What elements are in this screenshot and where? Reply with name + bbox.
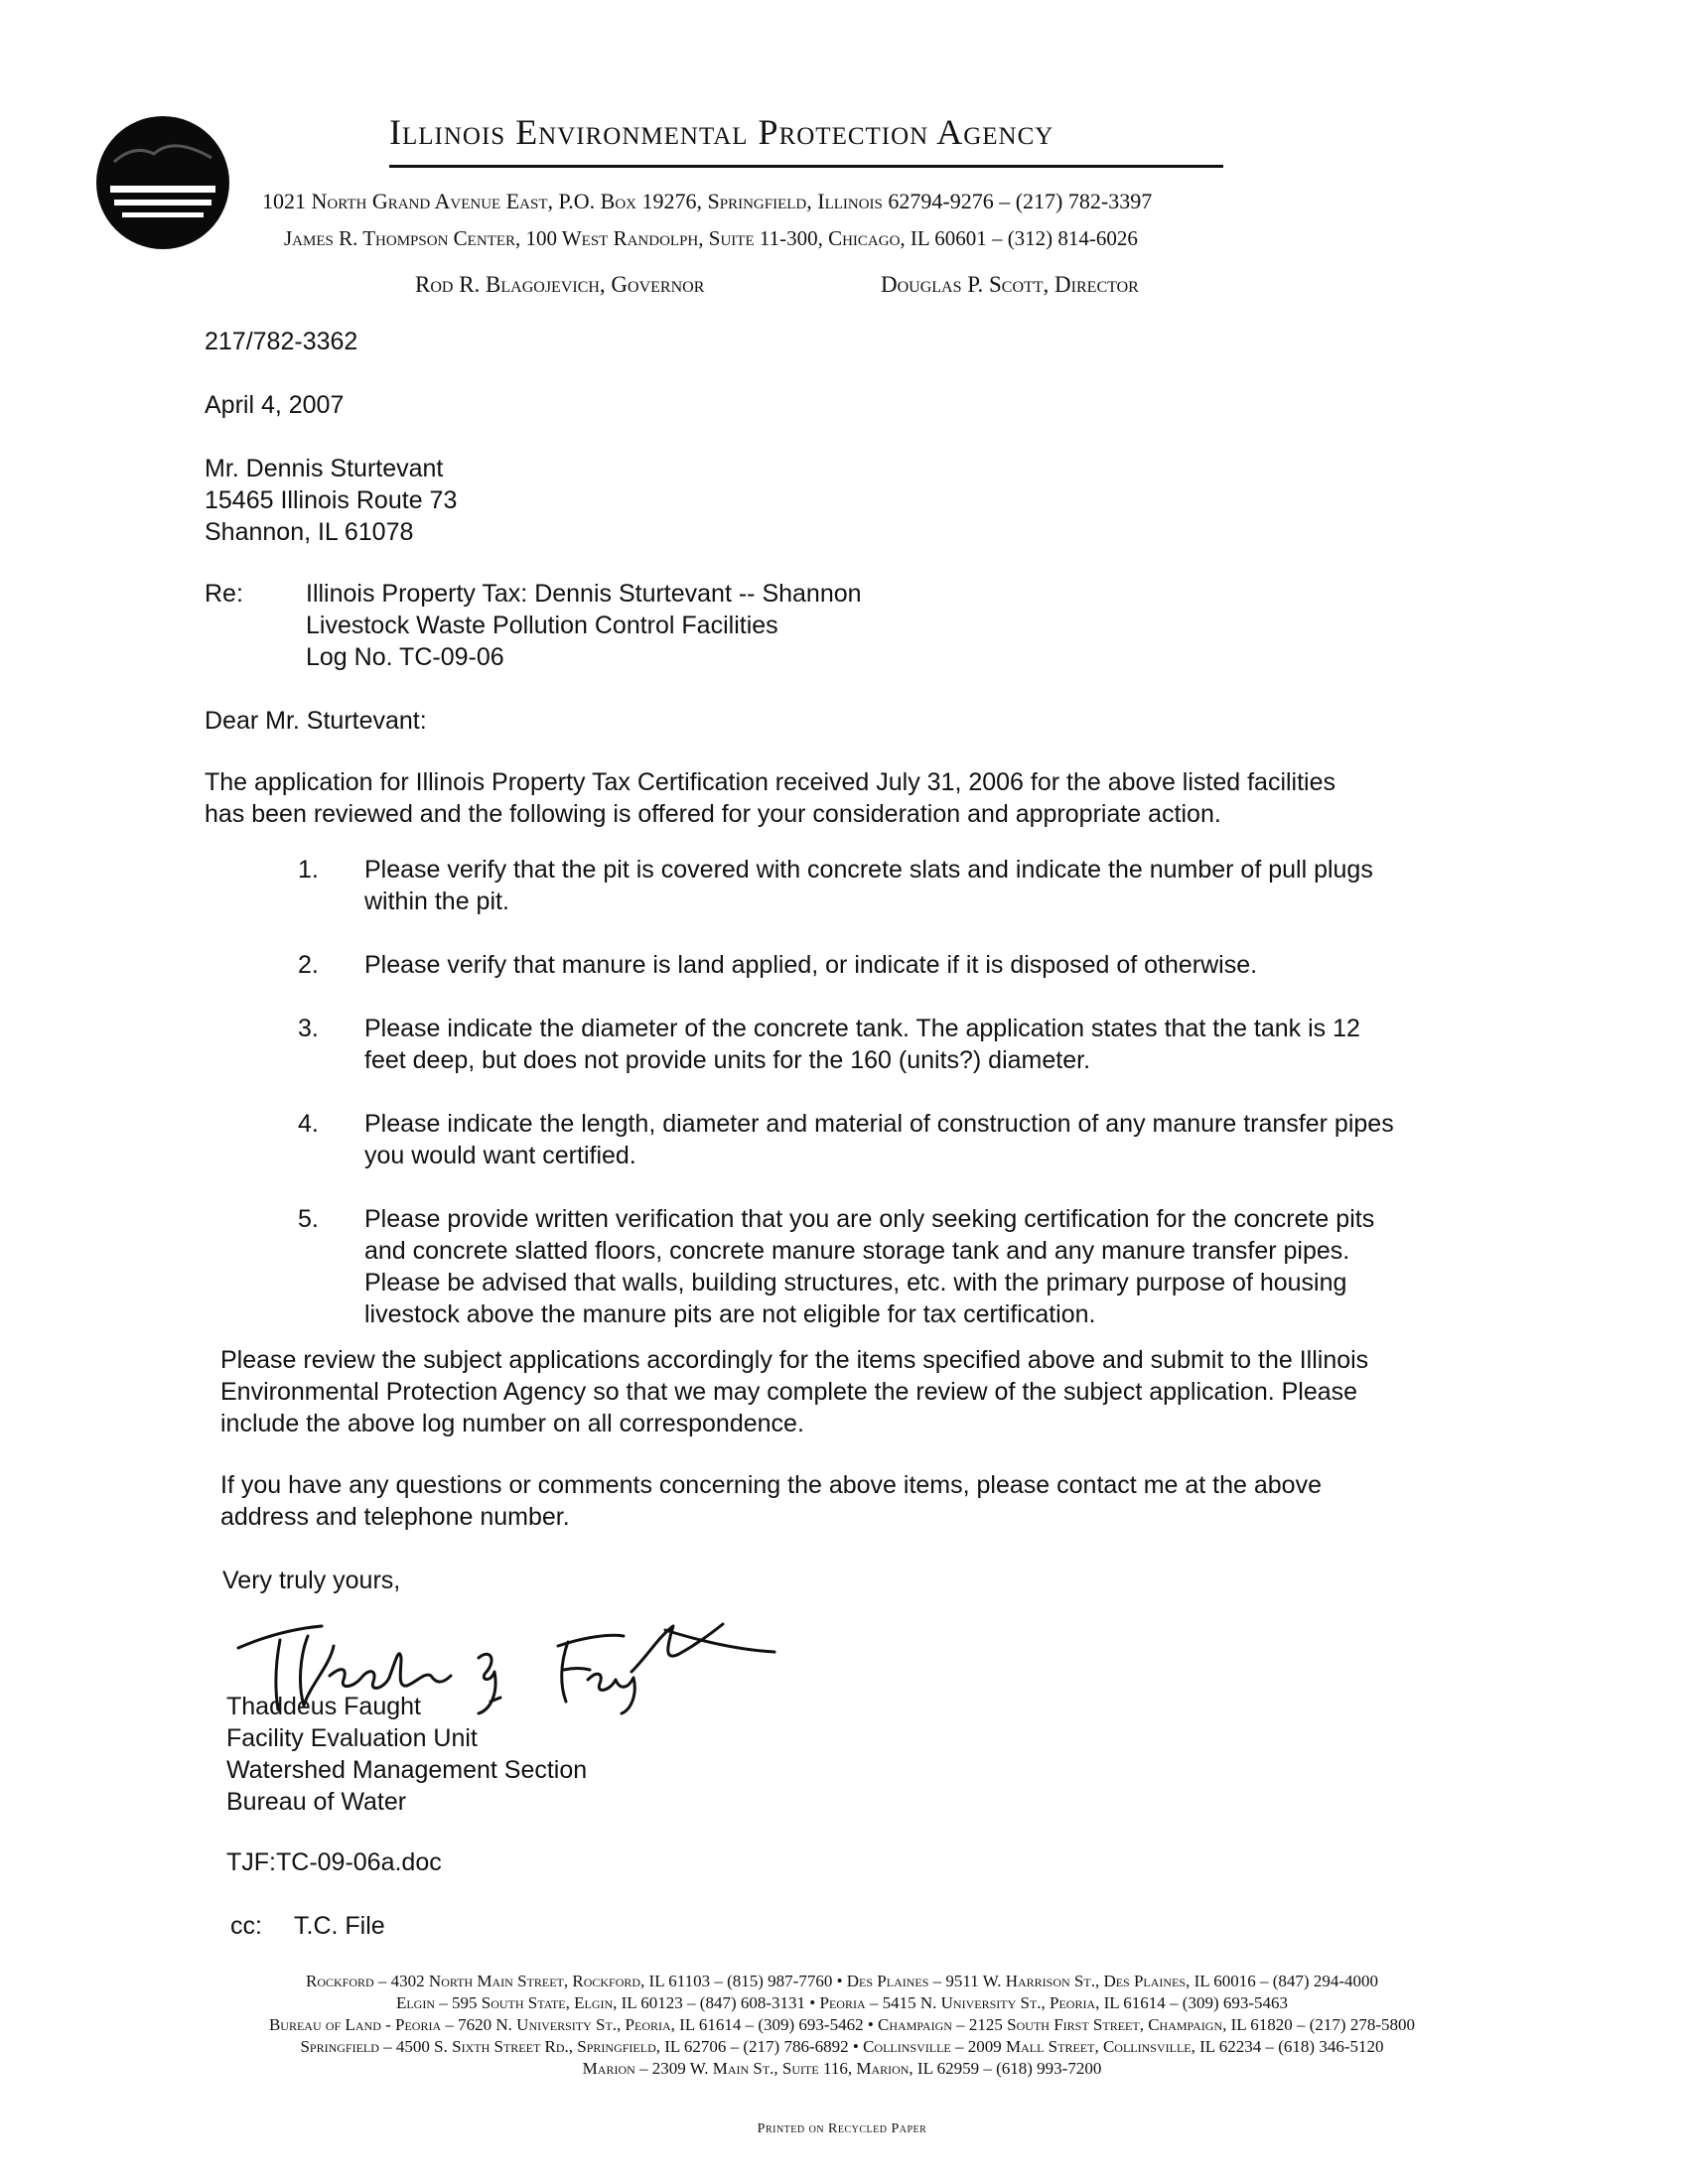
letter-date: April 4, 2007 xyxy=(205,391,345,419)
chicago-address: James R. Thompson Center, 100 West Randolph, Suite 11-300, Chicago, IL 60601 – (312) 814-6026 xyxy=(284,226,1138,250)
item-number: 3. xyxy=(298,1015,319,1042)
closing: Very truly yours, xyxy=(222,1567,401,1594)
recipient-address xyxy=(205,453,457,548)
paragraph-line: Environmental Protection Agency so that we may complete the review of the subject application. Please xyxy=(220,1378,1358,1406)
letterhead-rule xyxy=(389,165,1223,168)
director-name: Douglas P. Scott, Director xyxy=(881,272,1139,297)
list-item xyxy=(298,1203,1549,1330)
item-number: 4. xyxy=(298,1110,319,1138)
paragraph-line: The application for Illinois Property Tax Certification received July 31, 2006 for the above listed facilities xyxy=(205,768,1336,796)
signer-section: Watershed Management Section xyxy=(226,1756,588,1784)
re-label: Re: xyxy=(205,580,243,608)
cc-value: T.C. File xyxy=(294,1912,385,1940)
item-line: Please verify that manure is land applied, or indicate if it is disposed of otherwise. xyxy=(364,951,1258,979)
salutation: Dear Mr. Sturtevant: xyxy=(205,707,427,735)
re-line: Livestock Waste Pollution Control Facilities xyxy=(306,612,778,639)
request-list xyxy=(298,854,1549,1362)
governor-name: Rod R. Blagojevich, Governor xyxy=(415,272,705,297)
paragraph-line: Please review the subject applications accordingly for the items specified above and submit to the Illinois xyxy=(220,1346,1369,1374)
item-text xyxy=(364,1013,1549,1076)
item-line: Please be advised that walls, building structures, etc. with the primary purpose of housing xyxy=(364,1269,1347,1297)
item-line: livestock above the manure pits are not eligible for tax certification. xyxy=(364,1300,1096,1328)
item-text xyxy=(364,1108,1549,1171)
recipient-city: Shannon, IL 61078 xyxy=(205,518,414,546)
re-line: Illinois Property Tax: Dennis Sturtevant -- Shannon xyxy=(306,580,862,608)
footer-line: Rockford – 4302 North Main Street, Rockford, IL 61103 – (815) 987-7760 • Des Plaines – 9511 W. Harrison St., Des Plaines, IL 60016 – (847) 294-4000 xyxy=(305,1972,1378,1990)
paragraph-line: address and telephone number. xyxy=(220,1503,570,1531)
springfield-address: 1021 North Grand Avenue East, P.O. Box 19276, Springfield, Illinois 62794-9276 – (217) 782-3397 xyxy=(262,189,1153,213)
recycled-paper-note: Printed on Recycled Paper xyxy=(757,2121,927,2136)
list-item xyxy=(298,854,1549,917)
list-item xyxy=(298,1108,1549,1171)
intro-paragraph xyxy=(205,766,1335,830)
footer-line: Marion – 2309 W. Main St., Suite 116, Marion, IL 62959 – (618) 993-7200 xyxy=(582,2059,1102,2078)
item-line: and concrete slatted floors, concrete manure storage tank and any manure transfer pipes. xyxy=(364,1237,1350,1265)
item-line: you would want certified. xyxy=(364,1142,636,1169)
item-number: 2. xyxy=(298,951,319,979)
item-line: Please provide written verification that you are only seeking certification for the concrete pits xyxy=(364,1205,1375,1233)
item-line: Please verify that the pit is covered with concrete slats and indicate the number of pull plugs xyxy=(364,856,1373,884)
signer-block xyxy=(226,1691,587,1818)
footer-line: Bureau of Land - Peoria – 7620 N. University St., Peoria, IL 61614 – (309) 693-5462 • Champaign – 2125 South First Street, Champaign, IL 61820 – (217) 278-5800 xyxy=(268,2015,1416,2034)
item-number: 5. xyxy=(298,1205,319,1233)
contact-paragraph xyxy=(220,1469,1322,1533)
paragraph-line: has been reviewed and the following is offered for your consideration and appropriate action. xyxy=(205,800,1221,828)
document-reference: TJF:TC-09-06a.doc xyxy=(226,1848,442,1876)
item-line: Please indicate the diameter of the concrete tank. The application states that the tank is 12 xyxy=(364,1015,1360,1042)
review-paragraph xyxy=(220,1344,1368,1439)
re-subject xyxy=(306,578,862,673)
re-line: Log No. TC-09-06 xyxy=(306,643,504,671)
agency-name: Illinois Environmental Protection Agency xyxy=(389,112,1054,152)
item-text xyxy=(364,1203,1549,1330)
signer-unit: Facility Evaluation Unit xyxy=(226,1724,478,1752)
item-text xyxy=(364,949,1549,981)
paragraph-line: If you have any questions or comments concerning the above items, please contact me at the above xyxy=(220,1471,1322,1499)
list-item xyxy=(298,1013,1549,1076)
recipient-name: Mr. Dennis Sturtevant xyxy=(205,455,444,482)
cc-label: cc: xyxy=(230,1912,262,1940)
item-line: feet deep, but does not provide units for the 160 (units?) diameter. xyxy=(364,1046,1091,1074)
footer-line: Elgin – 595 South State, Elgin, IL 60123 – (847) 608-3131 • Peoria – 5415 N. University St., Peoria, IL 61614 – (309) 693-5463 xyxy=(395,1993,1289,2012)
recipient-street: 15465 Illinois Route 73 xyxy=(205,486,458,514)
agency-seal-logo xyxy=(94,114,231,251)
list-item xyxy=(298,949,1549,981)
item-line: within the pit. xyxy=(364,887,509,915)
paragraph-line: include the above log number on all correspondence. xyxy=(220,1410,804,1437)
signer-bureau: Bureau of Water xyxy=(226,1788,407,1816)
phone-number: 217/782-3362 xyxy=(205,328,358,355)
footer-line: Springfield – 4500 S. Sixth Street Rd., Springfield, IL 62706 – (217) 786-6892 • Collinsville – 2009 Mall Street, Collinsville, IL 62234 – (618) 346-5120 xyxy=(300,2037,1384,2056)
item-number: 1. xyxy=(298,856,319,884)
item-text xyxy=(364,854,1549,917)
signer-name: Thaddeus Faught xyxy=(226,1693,421,1720)
item-line: Please indicate the length, diameter and material of construction of any manure transfer pipes xyxy=(364,1110,1394,1138)
regional-offices-footer xyxy=(0,1971,1684,2080)
